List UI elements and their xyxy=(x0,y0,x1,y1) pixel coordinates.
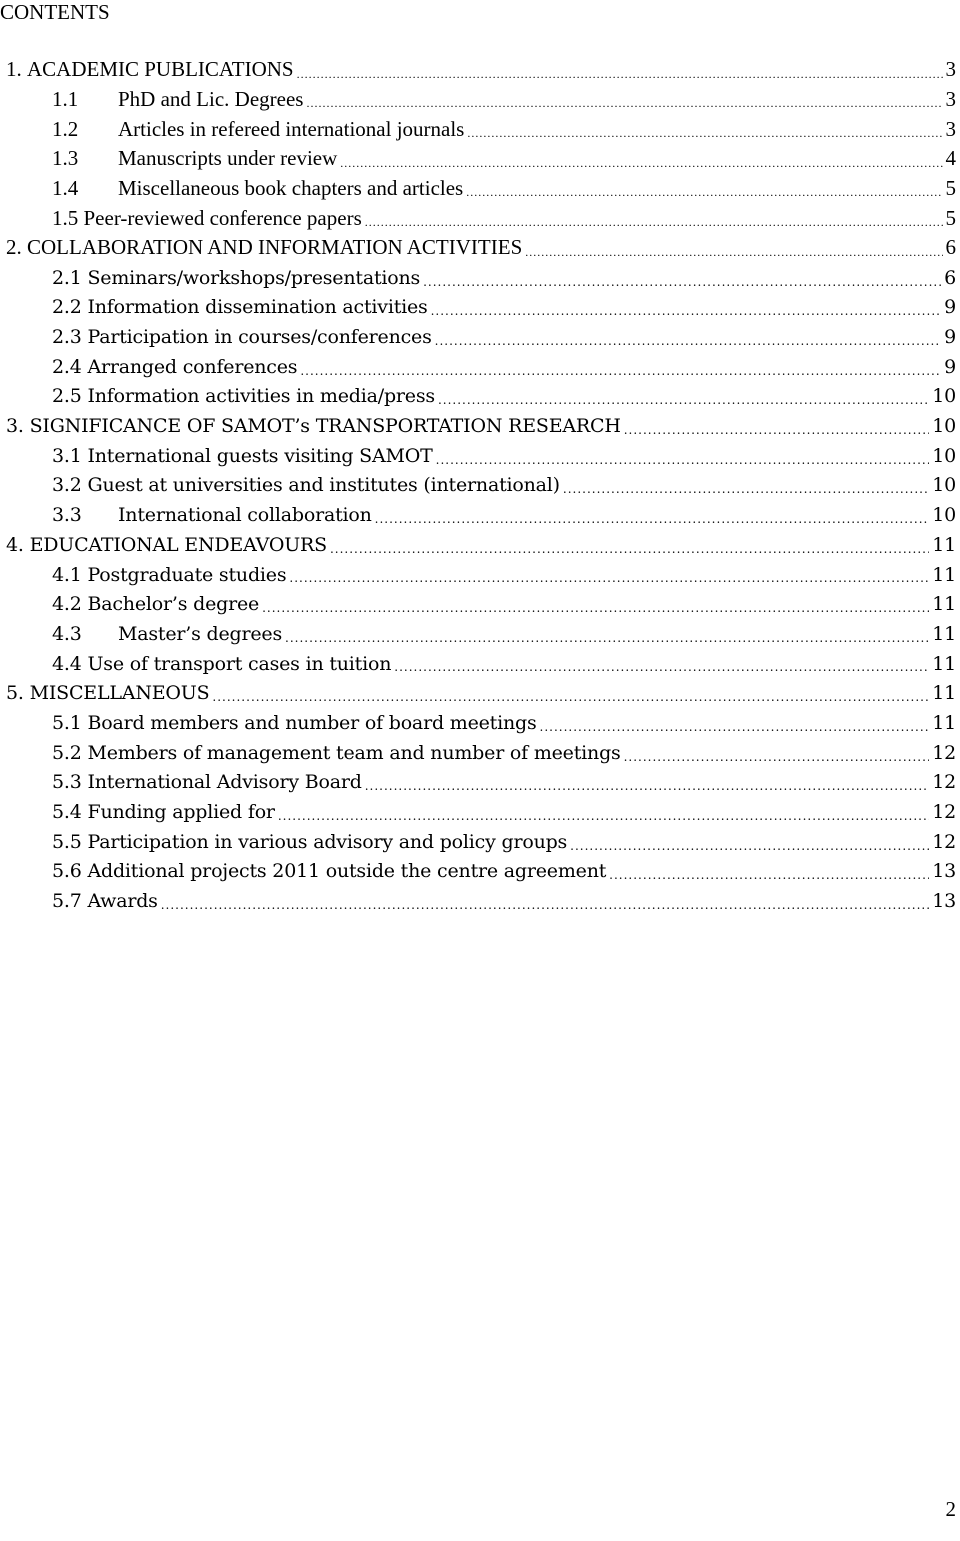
toc-entry-title: Miscellaneous book chapters and articles xyxy=(118,176,464,201)
toc-entry[interactable] xyxy=(0,768,958,798)
toc-entry-number: 5.7 xyxy=(52,890,82,913)
toc-entry-page: 12 xyxy=(932,801,956,824)
toc-entry-number: 5.1 xyxy=(52,711,82,734)
toc-dot-leader xyxy=(394,662,929,678)
toc-entry-page: 10 xyxy=(932,385,956,408)
toc-entry-page: 12 xyxy=(932,771,956,794)
toc-dot-leader xyxy=(438,395,929,411)
toc-entry-page: 9 xyxy=(944,296,956,319)
toc-dot-leader xyxy=(289,573,929,589)
toc-entry-number: 5. xyxy=(6,682,24,705)
toc-dot-leader xyxy=(540,722,930,738)
toc-entry-title: MISCELLANEOUS xyxy=(29,682,210,705)
toc-entry-page: 12 xyxy=(932,741,956,764)
toc-entry-number: 2. xyxy=(6,235,22,260)
toc-entry[interactable] xyxy=(0,619,958,649)
toc-entry-title: Participation in courses/conferences xyxy=(87,326,432,349)
toc-entry[interactable] xyxy=(0,797,958,827)
toc-entry-page: 3 xyxy=(945,116,956,141)
toc-entry-title: International collaboration xyxy=(118,504,372,527)
toc-entry-number: 1.2 xyxy=(52,116,79,141)
toc-dot-leader xyxy=(161,900,929,916)
toc-entry[interactable] xyxy=(0,589,958,619)
toc-entry-page: 9 xyxy=(944,326,956,349)
toc-dot-leader xyxy=(436,455,930,471)
toc-entry-number: 1.3 xyxy=(52,146,79,171)
toc-entry-number: 4.3 xyxy=(52,622,82,645)
toc-entry[interactable] xyxy=(0,233,958,263)
toc-entry[interactable] xyxy=(0,827,958,857)
toc-entry-page: 13 xyxy=(932,860,956,883)
toc-dot-leader xyxy=(297,69,943,85)
toc-dot-leader xyxy=(278,811,929,827)
toc-entry-number: 5.4 xyxy=(52,801,82,824)
toc-entry[interactable] xyxy=(0,85,958,115)
toc-entry-title: Use of transport cases in tuition xyxy=(87,652,392,675)
toc-dot-leader xyxy=(423,277,941,293)
toc-dot-leader xyxy=(525,247,942,263)
toc-entry-number: 5.5 xyxy=(52,830,82,853)
toc-entry-number: 5.2 xyxy=(52,741,82,764)
toc-entry-page: 12 xyxy=(932,830,956,853)
toc-entry-page: 6 xyxy=(944,266,956,289)
toc-entry-title: Awards xyxy=(87,890,158,913)
toc-dot-leader xyxy=(624,425,930,441)
toc-entry-page: 5 xyxy=(945,176,956,201)
toc-entry-title: ACADEMIC PUBLICATIONS xyxy=(27,57,294,82)
toc-entry-number: 4.2 xyxy=(52,593,82,616)
toc-entry-page: 11 xyxy=(932,533,956,556)
toc-entry-title: Arranged conferences xyxy=(87,355,298,378)
toc-entry[interactable] xyxy=(0,352,958,382)
toc-entry-number: 1.4 xyxy=(52,176,79,201)
toc-entry-number: 4.1 xyxy=(52,563,82,586)
toc-dot-leader xyxy=(340,158,942,174)
toc-entry-number: 2.5 xyxy=(52,385,82,408)
toc-entry-page: 3 xyxy=(945,57,956,82)
toc-dot-leader xyxy=(212,692,929,708)
toc-entry[interactable] xyxy=(0,530,958,560)
toc-entry-page: 10 xyxy=(932,415,956,438)
toc-entry-number: 1.5 xyxy=(52,205,79,230)
toc-entry-title: International guests visiting SAMOT xyxy=(87,444,433,467)
toc-entry-page: 5 xyxy=(945,205,956,230)
toc-dot-leader xyxy=(431,306,942,322)
toc-entry-number: 5.6 xyxy=(52,860,82,883)
toc-dot-leader xyxy=(466,187,942,203)
toc-entry-page: 11 xyxy=(932,682,956,705)
toc-entry[interactable] xyxy=(0,55,958,85)
toc-dot-leader xyxy=(300,366,941,382)
toc-entry[interactable] xyxy=(0,263,958,293)
toc-entry[interactable] xyxy=(0,411,958,441)
toc-entry-number: 5.3 xyxy=(52,771,82,794)
toc-entry[interactable] xyxy=(0,203,958,233)
toc-entry-title: Bachelor’s degree xyxy=(87,593,260,616)
toc-entry-title: Postgraduate studies xyxy=(87,563,287,586)
toc-entry-page: 13 xyxy=(932,890,956,913)
toc-dot-leader xyxy=(467,128,942,144)
toc-entry-page: 3 xyxy=(945,87,956,112)
toc-dot-leader xyxy=(330,544,929,560)
toc-entry-number: 2.4 xyxy=(52,355,82,378)
toc-entry-number: 2.3 xyxy=(52,326,82,349)
toc-entry[interactable] xyxy=(0,471,958,501)
toc-entry-page: 11 xyxy=(932,622,956,645)
toc-dot-leader xyxy=(365,217,943,233)
toc-entry-title: Information dissemination activities xyxy=(87,296,428,319)
toc-entry-page: 4 xyxy=(945,146,956,171)
toc-entry-title: Seminars/workshops/presentations xyxy=(87,266,421,289)
toc-dot-leader xyxy=(624,752,930,768)
toc-entry-page: 9 xyxy=(944,355,956,378)
toc-entry-page: 11 xyxy=(932,652,956,675)
page-title: CONTENTS xyxy=(0,0,110,24)
toc-entry-number: 4.4 xyxy=(52,652,82,675)
toc-entry-page: 10 xyxy=(932,444,956,467)
toc-entry-title: Information activities in media/press xyxy=(87,385,435,408)
toc-entry-title: International Advisory Board xyxy=(87,771,362,794)
toc-entry-title: Additional projects 2011 outside the centre agreement xyxy=(87,860,607,883)
toc-dot-leader xyxy=(285,633,929,649)
table-of-contents xyxy=(0,55,958,916)
toc-entry[interactable] xyxy=(0,144,958,174)
toc-dot-leader xyxy=(609,870,929,886)
toc-entry-title: SIGNIFICANCE OF SAMOT’s TRANSPORTATION RESEARCH xyxy=(29,415,621,438)
toc-dot-leader xyxy=(375,514,930,530)
toc-entry-number: 3.1 xyxy=(52,444,82,467)
toc-entry-number: 3.3 xyxy=(52,504,82,527)
toc-entry-title: Participation in various advisory and policy groups xyxy=(87,830,568,853)
toc-entry[interactable] xyxy=(0,886,958,916)
toc-entry[interactable] xyxy=(0,382,958,412)
toc-dot-leader xyxy=(306,98,942,114)
toc-entry-number: 2.1 xyxy=(52,266,82,289)
toc-entry-number: 3. xyxy=(6,415,24,438)
toc-entry[interactable] xyxy=(0,441,958,471)
toc-entry[interactable] xyxy=(0,560,958,590)
toc-entry-title: PhD and Lic. Degrees xyxy=(118,87,304,112)
toc-entry[interactable] xyxy=(0,857,958,887)
toc-entry-page: 10 xyxy=(932,504,956,527)
toc-entry-number: 1.1 xyxy=(52,87,79,112)
toc-entry-title: Guest at universities and institutes (international) xyxy=(87,474,560,497)
toc-entry[interactable] xyxy=(0,738,958,768)
toc-entry-number: 4. xyxy=(6,533,24,556)
toc-entry-title: Members of management team and number of meetings xyxy=(87,741,621,764)
toc-entry-page: 6 xyxy=(945,235,956,260)
toc-entry-page: 10 xyxy=(932,474,956,497)
toc-entry-number: 1. xyxy=(6,57,22,82)
toc-dot-leader xyxy=(435,336,941,352)
toc-dot-leader xyxy=(262,603,929,619)
toc-entry[interactable] xyxy=(0,708,958,738)
toc-entry-title: Master’s degrees xyxy=(118,622,283,645)
toc-entry-page: 11 xyxy=(932,563,956,586)
toc-entry[interactable] xyxy=(0,649,958,679)
toc-entry[interactable] xyxy=(0,293,958,323)
toc-entry-title: COLLABORATION AND INFORMATION ACTIVITIES xyxy=(27,235,523,260)
toc-entry-title: EDUCATIONAL ENDEAVOURS xyxy=(29,533,327,556)
toc-entry-number: 3.2 xyxy=(52,474,82,497)
toc-entry-title: Funding applied for xyxy=(87,801,275,824)
toc-entry[interactable] xyxy=(0,500,958,530)
toc-entry[interactable] xyxy=(0,174,958,204)
page-number: 2 xyxy=(945,1497,956,1521)
toc-dot-leader xyxy=(570,841,929,857)
toc-entry[interactable] xyxy=(0,678,958,708)
toc-entry-title: Articles in refereed international journals xyxy=(118,116,465,141)
toc-entry-page: 11 xyxy=(932,711,956,734)
toc-dot-leader xyxy=(365,781,930,797)
toc-entry-title: Board members and number of board meetings xyxy=(87,711,537,734)
toc-entry-page: 11 xyxy=(932,593,956,616)
toc-entry-title: Manuscripts under review xyxy=(118,146,338,171)
toc-entry[interactable] xyxy=(0,114,958,144)
toc-entry[interactable] xyxy=(0,322,958,352)
toc-entry-number: 2.2 xyxy=(52,296,82,319)
toc-entry-title: Peer-reviewed conference papers xyxy=(83,205,362,230)
toc-dot-leader xyxy=(563,484,929,500)
